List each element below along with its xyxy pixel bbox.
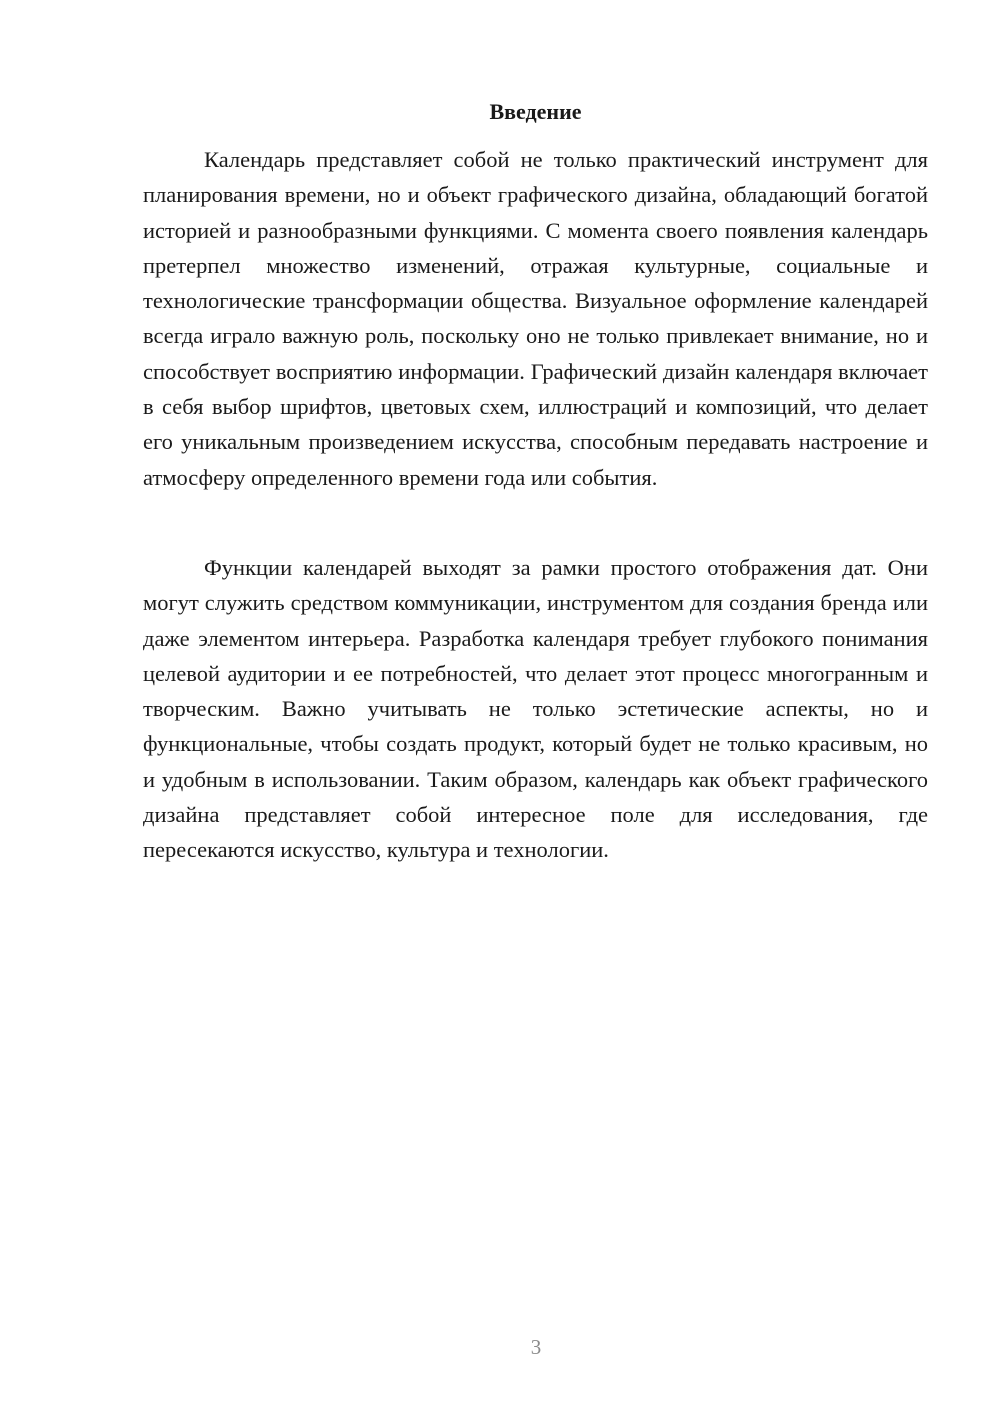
page-number: 3 xyxy=(530,1335,542,1359)
section-heading: Введение xyxy=(489,99,582,124)
body-paragraph-1: Календарь представляет собой не только практический инструмент для планирования времени, но и объект графического дизайна, обладающий богатой историей и разнообразными функциями. С момента своего появления календарь претерпел множество изменений, отражая культурные, социальные и технологические трансформации общества. Визуальное оформление календарей всегда играло важную роль, поскольку оно не только привлекает внимание, но и способствует восприятию информации. Графический дизайн календаря включает в себя выбор шрифтов, цветовых схем, иллюстраций и композиций, что делает его уникальным произведением искусства, способным передавать настроение и атмосферу определенного времени года или события. xyxy=(143,147,928,490)
body-paragraph-2: Функции календарей выходят за рамки простого отображения дат. Они могут служить средством коммуникации, инструментом для создания бренда или даже элементом интерьера. Разработка календаря требует глубокого понимания целевой аудитории и ее потребностей, что делает этот процесс многогранным и творческим. Важно учитывать не только эстетические аспекты, но и функциональные, чтобы создать продукт, который будет не только красивым, но и удобным в использовании. Таким образом, календарь как объект графического дизайна представляет собой интересное поле для исследования, где пересекаются искусство, культура и технологии. xyxy=(143,555,928,863)
